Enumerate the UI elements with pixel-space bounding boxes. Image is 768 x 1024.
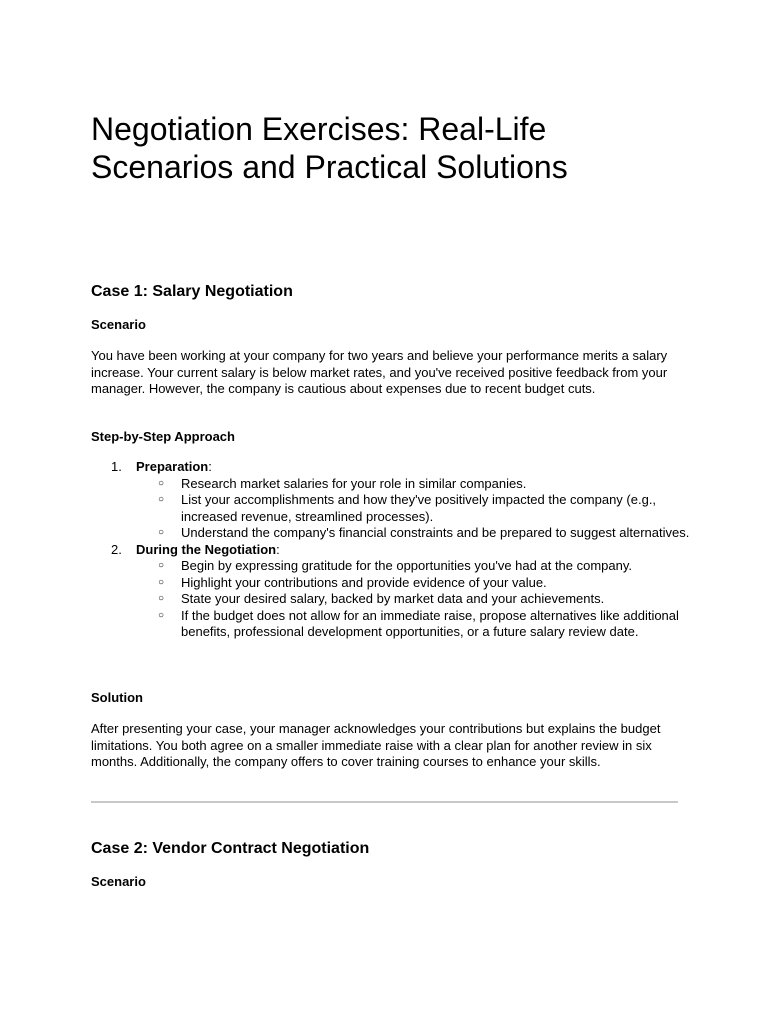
step-title: During the Negotiation (136, 541, 277, 557)
list-item (136, 492, 691, 525)
list-item (136, 558, 691, 575)
case-1-solution-label: Solution (91, 690, 143, 705)
circle-bullet-icon: ○ (158, 560, 165, 571)
bullet-text: List your accomplishments and how they've positively impacted the company (e.g., increased revenue, streamlined processes). (181, 492, 657, 524)
case-1-solution-text: After presenting your case, your manager acknowledges your contributions but explains the budget limitations. You both agree on a smaller immediate raise with a clear plan for another review in six months. Additionally, the company offers to cover training courses to enhance your skills. (91, 721, 661, 769)
document-title: Negotiation Exercises: Real-Life Scenarios and Practical Solutions (91, 111, 568, 185)
bullet-text: If the budget does not allow for an immediate raise, propose alternatives like additional benefits, professional development opportunities, or a future salary review date. (181, 607, 679, 639)
list-item (136, 525, 691, 542)
case-1-approach-label: Step-by-Step Approach (91, 429, 235, 444)
step-bullets (136, 558, 691, 641)
bullet-text: Highlight your contributions and provide evidence of your value. (181, 574, 547, 590)
case-1-steps-list (91, 459, 691, 641)
step-number: 1. (111, 459, 122, 474)
circle-bullet-icon: ○ (158, 477, 165, 489)
circle-bullet-icon: ○ (158, 593, 165, 604)
bullet-text: Research market salaries for your role in similar companies. (181, 475, 527, 491)
step-title: Preparation (136, 459, 209, 474)
case-1-scenario-text: You have been working at your company for two years and believe your performance merits a salary increase. Your current salary is below market rates, and you've received positive feedback from your manager. However, the company is cautious about expenses due to recent budget cuts. (91, 348, 668, 396)
case-2-scenario-label: Scenario (91, 874, 146, 889)
circle-bullet-icon: ○ (158, 609, 165, 621)
step-title-suffix: : (208, 459, 212, 474)
case-2-heading: Case 2: Vendor Contract Negotiation (91, 840, 370, 857)
step-number: 2. (111, 541, 122, 557)
case-1-heading: Case 1: Salary Negotiation (91, 283, 293, 300)
circle-bullet-icon: ○ (158, 494, 165, 505)
step-bullets (136, 476, 691, 542)
step-item-preparation (91, 459, 691, 542)
step-title-suffix: : (276, 541, 280, 557)
list-item (136, 575, 691, 592)
list-item (136, 608, 691, 641)
list-item (136, 591, 691, 608)
step-item-during-negotiation (91, 542, 691, 641)
case-1-scenario-label: Scenario (91, 317, 146, 332)
list-item (136, 476, 691, 493)
section-divider (91, 801, 678, 803)
circle-bullet-icon: ○ (158, 527, 165, 538)
bullet-text: Understand the company's financial constraints and be prepared to suggest alternatives. (181, 525, 690, 540)
circle-bullet-icon: ○ (158, 576, 165, 588)
bullet-text: Begin by expressing gratitude for the opportunities you've had at the company. (181, 558, 633, 573)
bullet-text: State your desired salary, backed by market data and your achievements. (181, 591, 605, 606)
